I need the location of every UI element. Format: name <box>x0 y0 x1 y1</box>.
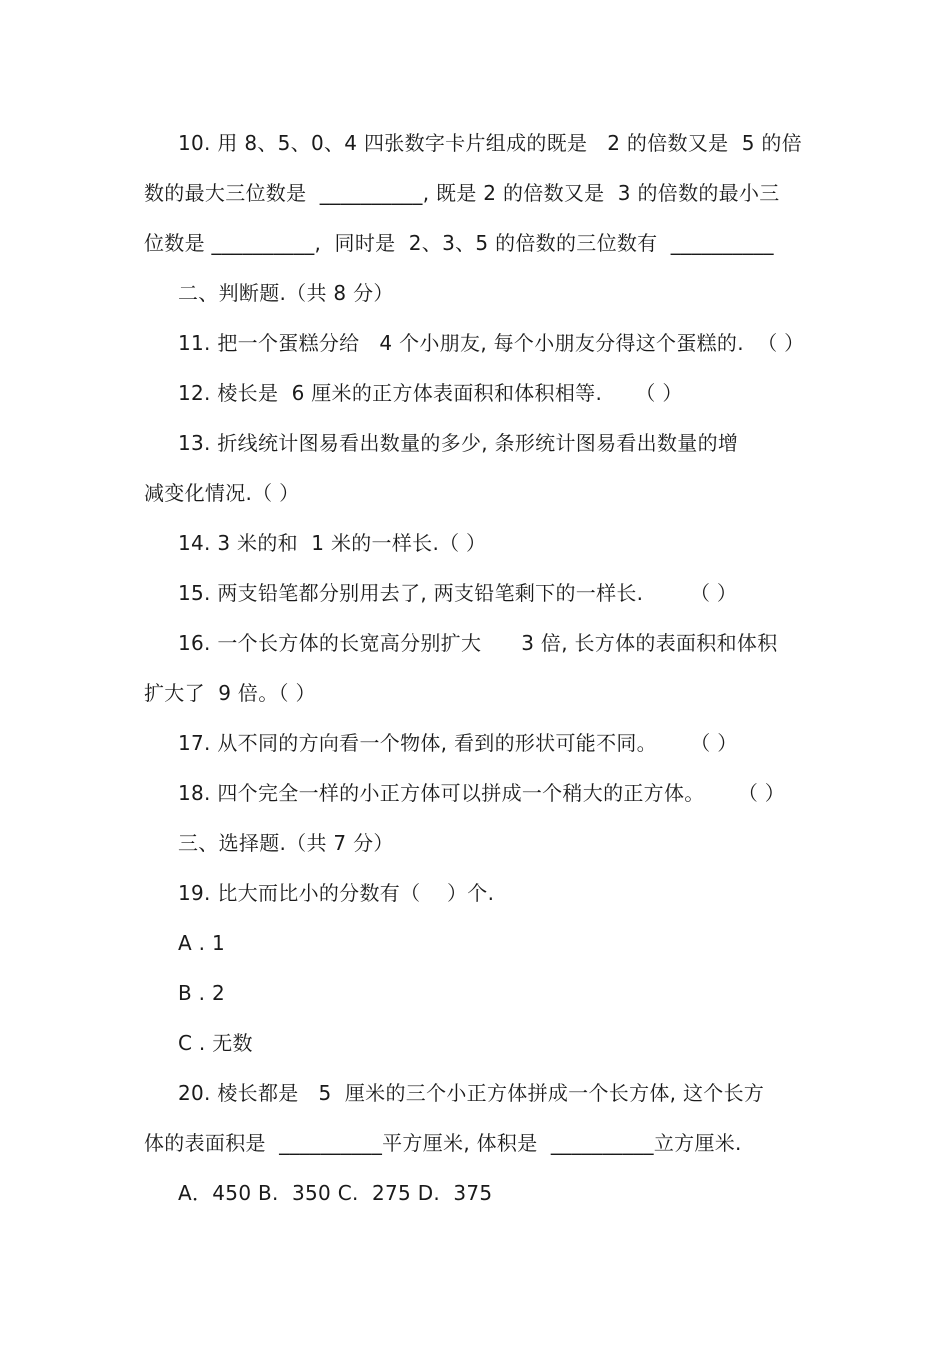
q10-line-2: 数的最大三位数是 __________, 既是 2 的倍数又是 3 的倍数的最小三 <box>144 181 780 205</box>
q17: 17. 从不同的方向看一个物体, 看到的形状可能不同。 （ ） <box>178 731 738 755</box>
q20-line-1: 20. 棱长都是 5 厘米的三个小正方体拼成一个长方体, 这个长方 <box>178 1081 765 1105</box>
q16-line-2: 扩大了 9 倍。（ ） <box>144 681 316 705</box>
section-heading-multiple-choice: 三、选择题.（共 7 分） <box>178 831 394 855</box>
q10-line-1: 10. 用 8、5、0、4 四张数字卡片组成的既是 2 的倍数又是 5 的倍 <box>178 131 803 155</box>
q14: 14. 3 米的和 1 米的一样长.（ ） <box>178 531 487 555</box>
q13-line-2: 减变化情况.（ ） <box>144 481 300 505</box>
q11: 11. 把一个蛋糕分给 4 个小朋友, 每个小朋友分得这个蛋糕的. （ ） <box>178 331 805 355</box>
q19-option-c: C . 无数 <box>178 1031 253 1055</box>
q20-line-2: 体的表面积是 __________平方厘米, 体积是 __________立方厘米. <box>144 1131 742 1155</box>
q19-option-a: A . 1 <box>178 931 225 955</box>
section-heading-true-false: 二、判断题.（共 8 分） <box>178 281 394 305</box>
q18: 18. 四个完全一样的小正方体可以拼成一个稍大的正方体。 （ ） <box>178 781 786 805</box>
q12: 12. 棱长是 6 厘米的正方体表面积和体积相等. （ ） <box>178 381 683 405</box>
q15: 15. 两支铅笔都分别用去了, 两支铅笔剩下的一样长. （ ） <box>178 581 738 605</box>
q19-option-b: B . 2 <box>178 981 226 1005</box>
q19: 19. 比大而比小的分数有（ ）个. <box>178 881 495 905</box>
q13-line-1: 13. 折线统计图易看出数量的多少, 条形统计图易看出数量的增 <box>178 431 739 455</box>
q20-options: A．450 B. 350 C. 275 D. 375 <box>178 1181 493 1205</box>
q16-line-1: 16. 一个长方体的长宽高分别扩大 3 倍, 长方体的表面积和体积 <box>178 631 778 655</box>
q10-line-3: 位数是 __________, 同时是 2、3、5 的倍数的三位数有 __________ <box>144 231 774 255</box>
